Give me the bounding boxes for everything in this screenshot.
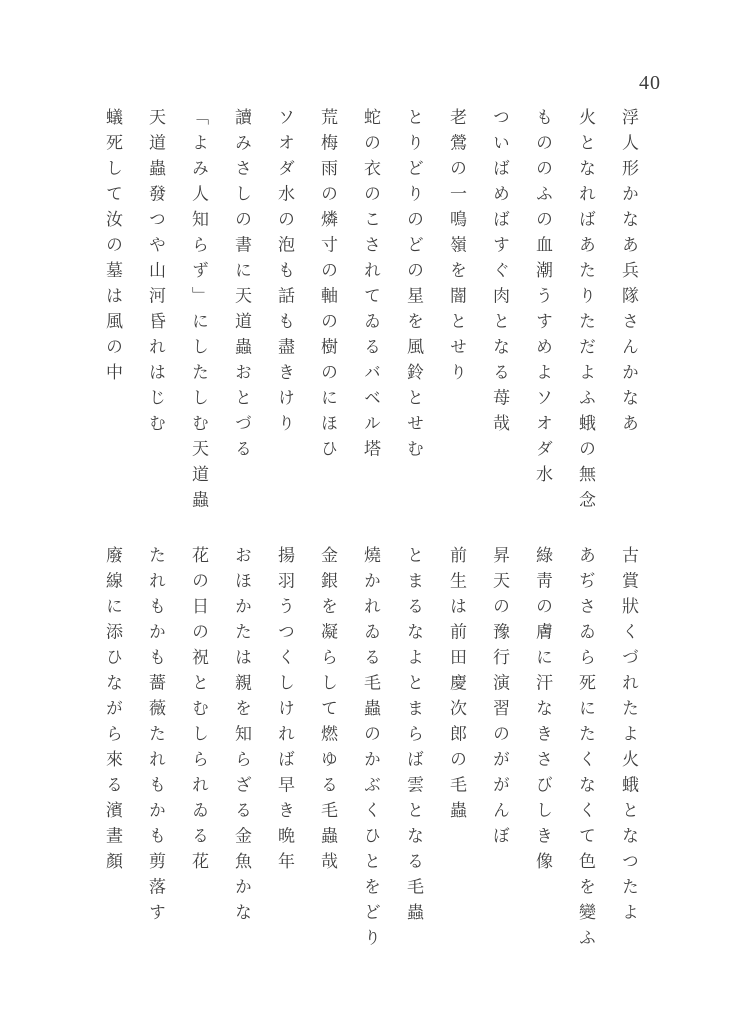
poem-column: 古賞狀くづれたよ火蛾となつたよ [619, 546, 638, 929]
poem-section-top [91, 108, 650, 553]
poem-column: 燒かれゐる毛蟲のかぶくひとをどり [361, 546, 380, 954]
poem-column: もののふの血潮うすめよソオダ水 [533, 108, 552, 491]
poem-column: ソオダ水の泡も話も盡きけり [275, 108, 294, 440]
poem-column: 前生は前田慶次郎の毛蟲 [447, 546, 466, 827]
poem-column: 浮人形かなあ兵隊さんかなあ [619, 108, 638, 440]
poem-column: 綠靑の膚に汗なきさびしき像 [533, 546, 552, 878]
poem-column: おほかたは親を知らざる金魚かな [232, 546, 251, 929]
poem-column: 廢線に添ひながら來る濱晝顏 [103, 546, 122, 878]
poem-column: とまるなよとまらば雲となる毛蟲 [404, 546, 423, 929]
poem-column: 火となればあたりただよふ蛾の無念 [576, 108, 595, 516]
poem-section-bottom [91, 546, 650, 991]
poem-column: ついばめばすぐ肉となる苺哉 [490, 108, 509, 440]
poem-column: 荒梅雨の燐寸の軸の樹のにほひ [318, 108, 337, 465]
page-number: 40 [639, 72, 661, 94]
poem-column: 金銀を凝らして燃ゆる毛蟲哉 [318, 546, 337, 878]
poem-column: 讀みさしの書に天道蟲おとづる [232, 108, 251, 465]
poem-column: 蟻死して汝の墓は風の中 [103, 108, 122, 389]
poem-column: 蛇の衣のこされてゐるバベル塔 [361, 108, 380, 465]
poem-column: 昇天の豫行演習のががんぼ [490, 546, 509, 852]
poem-column: 老鶯の一鳴嶺を闇とせり [447, 108, 466, 389]
poem-column: たれもかも薔薇たれもかも剪落す [146, 546, 165, 929]
poem-column: あぢさゐら死にたくなくて色を變ふ [576, 546, 595, 954]
poem-column: 「よみ人知らず」にしたしむ天道蟲 [189, 108, 208, 516]
poem-column: とりどりのどの星を風鈴とせむ [404, 108, 423, 465]
poem-column: 揚羽うつくしければ早き晩年 [275, 546, 294, 878]
poem-column: 天道蟲發つや山河昏れはじむ [146, 108, 165, 440]
poem-column: 花の日の祝とむしられゐる花 [189, 546, 208, 878]
